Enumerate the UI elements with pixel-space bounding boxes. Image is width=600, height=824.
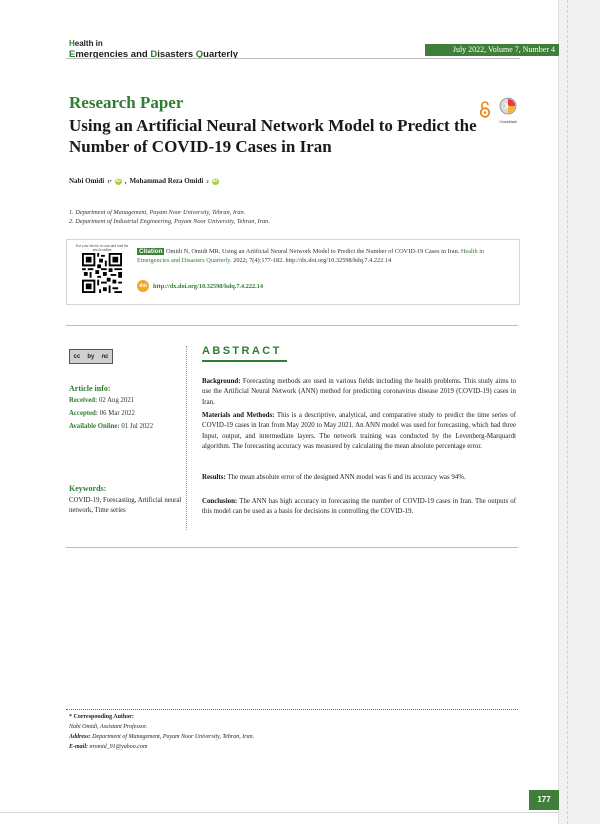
abstract-conclusion: Conclusion: The ANN has high accuracy in forecasting the number of COVID-19 cases in Iran. The outputs of this model can be used as a basis for decisions in controlling the COVID-19.	[202, 498, 516, 516]
affiliation: 1. Department of Management, Payam Noor University, Tehran, Iran.	[69, 209, 246, 216]
abstract-background: Background: Forecasting methods are used in various fields including the health problems. This study aims to use the Artificial Neural Network (ANN) method for predicting coronavirus disease 2019 (COVID-19) cases in Iran.	[202, 378, 516, 406]
abstract-methods: Materials and Methods: This is a descriptive, analytical, and comparative study to predict the time series of COVID-19 cases in Iran from May 2020 to May 2021. An ANN model was used for forecasting, which had three Input, output, and intermediate layers. The network training was conducted by the Levenberg-Marquardt algorithm. The forecasting accuracy was measured by calculating the mean absolute percentage error.	[202, 412, 516, 451]
right-margin-band	[558, 0, 600, 824]
section-rule	[66, 325, 518, 326]
doi-icon: doi	[137, 280, 149, 292]
author-list: Nabi Omidi 1* iD , Mohammad Reza Omidi 2 iD	[69, 177, 218, 185]
citation-text: Citation Omidi N, Omidi MR. Using an Artificial Neural Network Model to Predict the Number of COVID-19 Cases in Iran. Health in Emergencies and Disasters Quarterly. 2022; 7(4):177-182. http://dx.doi.org/10.32598/hdq.7.4.222.14	[137, 248, 485, 264]
qr-caption: Use your device to scan and read the article online	[75, 244, 129, 253]
affiliation: 2. Department of Industrial Engineering, Payam Noor University, Tehran, Iran.	[69, 218, 270, 225]
journal-logo: Health in Emergencies and Disasters Quarterly	[69, 39, 239, 60]
bottom-rule	[0, 812, 559, 813]
author-sup: 1*	[107, 178, 112, 184]
column-divider	[186, 346, 187, 530]
section-rule	[66, 547, 518, 548]
qr-block	[73, 244, 131, 302]
abstract-rule	[202, 360, 287, 362]
crossmark-icon[interactable]	[497, 97, 519, 124]
cc-license-badge[interactable]: cc by nc	[69, 349, 113, 364]
corresponding-author-heading: * Corresponding Author:	[69, 714, 134, 720]
footnote-rule	[66, 709, 518, 710]
article-type: Research Paper	[69, 93, 184, 112]
doi-link[interactable]: http://dx.doi.org/10.32598/hdq.7.4.222.14	[153, 282, 264, 290]
header-rule	[66, 58, 520, 59]
crossmark-label: CrossMark	[499, 120, 517, 124]
corresponding-author-address: Address: Department of Management, Payam Noor University, Tehran, Iran.	[69, 734, 255, 740]
corresponding-author-name: Nabi Omidi, Assistant Professor.	[69, 724, 148, 730]
article-info-heading: Article info:	[69, 384, 111, 393]
open-access-icon	[479, 101, 491, 118]
citation-label: Citation	[139, 248, 163, 255]
author-name: Mohammad Reza Omidi	[129, 177, 204, 185]
page-number: 177	[529, 790, 559, 810]
orcid-icon[interactable]: iD	[115, 177, 121, 184]
doi-row	[137, 280, 263, 292]
author-sup: 2	[206, 178, 209, 184]
article-title: Using an Artificial Neural Network Model to Predict the Number of COVID-19 Cases in Iran	[69, 116, 477, 156]
citation-journal-link[interactable]: Health in Emergencies and Disasters Quarterly	[137, 248, 485, 264]
citation-box	[66, 239, 520, 305]
abstract-heading: ABSTRACT	[202, 345, 282, 357]
received-date: Received: 02 Aug 2021	[69, 397, 135, 404]
author-name: Nabi Omidi	[69, 177, 105, 185]
online-date: Available Online: 01 Jul 2022	[69, 423, 154, 430]
qr-code-icon[interactable]	[82, 253, 122, 293]
abstract-results: Results: The mean absolute error of the designed ANN model was 6 and its accuracy was 94%.	[202, 474, 466, 481]
accepted-date: Accepted: 06 Mar 2022	[69, 410, 135, 417]
keywords-heading: Keywords:	[69, 484, 107, 493]
corresponding-author-email: E-mail: nromid_91@yahoo.com	[69, 744, 148, 750]
issue-banner: July 2022, Volume 7, Number 4	[425, 44, 559, 56]
orcid-icon[interactable]: iD	[212, 177, 218, 184]
keywords-text: COVID-19, Forecasting, Artificial neural network, Time series	[69, 497, 182, 514]
